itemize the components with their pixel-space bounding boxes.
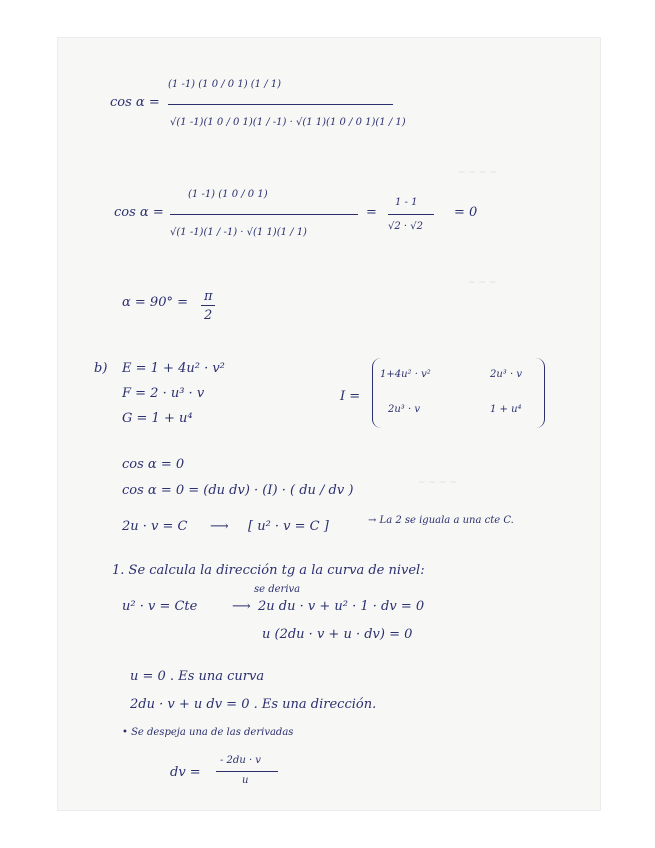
matrix-e21: 2u³ · v [388,404,420,415]
eq1-fraction-bar [168,104,393,105]
step2-fraction-bar [216,771,278,772]
step2-denominator: u [242,775,249,786]
step1-title: 1. Se calcula la dirección tg a la curva de nivel: [112,563,425,578]
eq2-denominator: √(1 -1)(1 / -1) · √(1 1)(1 / 1) [170,227,307,238]
matrix-e12: 2u³ · v [490,369,522,380]
derive-annotation: se deriva [254,584,301,595]
angle-fraction-bar [201,305,215,306]
level-note: → La 2 se iguala a una cte C. [368,515,514,526]
eq2-lhs: cos α = [114,205,164,220]
bleed-through-mark: ~ ~ ~ ~ [418,478,457,488]
level-rhs: [ u² · v = C ] [248,519,329,534]
eq2-numerator-2: 1 - 1 [395,197,418,208]
part-b-label: b) [94,361,108,376]
step1-factored: u (2du · v + u · dv) = 0 [262,627,413,642]
eq2-fraction-bar-2 [388,214,434,215]
notebook-page [58,38,600,810]
eq1-denominator: √(1 -1)(1 0 / 0 1)(1 / -1) · √(1 1)(1 0 / 0 1)(1 / 1) [170,117,406,128]
bleed-through-mark: ~ ~ ~ ~ [458,168,497,178]
eq2-equals: = [366,205,377,220]
step2-numerator: - 2du · v [220,755,261,766]
step1-arrow: ⟶ [232,599,251,614]
eq2-result: = 0 [454,205,478,220]
matrix-e22: 1 + u⁴ [490,404,522,415]
cos-zero-line: cos α = 0 [122,457,185,472]
eq1-numerator: (1 -1) (1 0 / 0 1) (1 / 1) [168,79,282,90]
matrix-e11: 1+4u² · v² [380,369,431,380]
bleed-through-mark: ~ ~ ~ [468,278,497,288]
eq2-numerator: (1 -1) (1 0 / 0 1) [188,189,268,200]
step1-case-2: 2du · v + u dv = 0 . Es una dirección. [130,697,377,712]
angle-pi: π [204,289,213,304]
step2-title: • Se despeja una de las derivadas [122,727,294,738]
step1-eq-rhs: 2u du · v + u² · 1 · dv = 0 [258,599,425,614]
eq2-fraction-bar [170,214,358,215]
angle-two: 2 [204,308,213,323]
cos-product-line: cos α = 0 = (du dv) · (I) · ( du / dv ) [122,483,354,498]
step1-case-1: u = 0 . Es una curva [130,669,265,684]
coef-F: F = 2 · u³ · v [122,386,205,401]
coef-E: E = 1 + 4u² · v² [122,361,225,376]
eq2-denominator-2: √2 · √2 [388,221,424,232]
coef-G: G = 1 + u⁴ [122,411,193,426]
step2-lhs: dv = [170,765,201,780]
level-arrow: ⟶ [210,519,229,534]
first-fundamental-form-label: I = [340,389,361,404]
matrix-right-bracket [536,358,545,428]
step1-eq-lhs: u² · v = Cte [122,599,198,614]
level-lhs: 2u · v = C [122,519,188,534]
eq1-lhs: cos α = [110,95,160,110]
angle-result: α = 90° = [122,295,189,310]
